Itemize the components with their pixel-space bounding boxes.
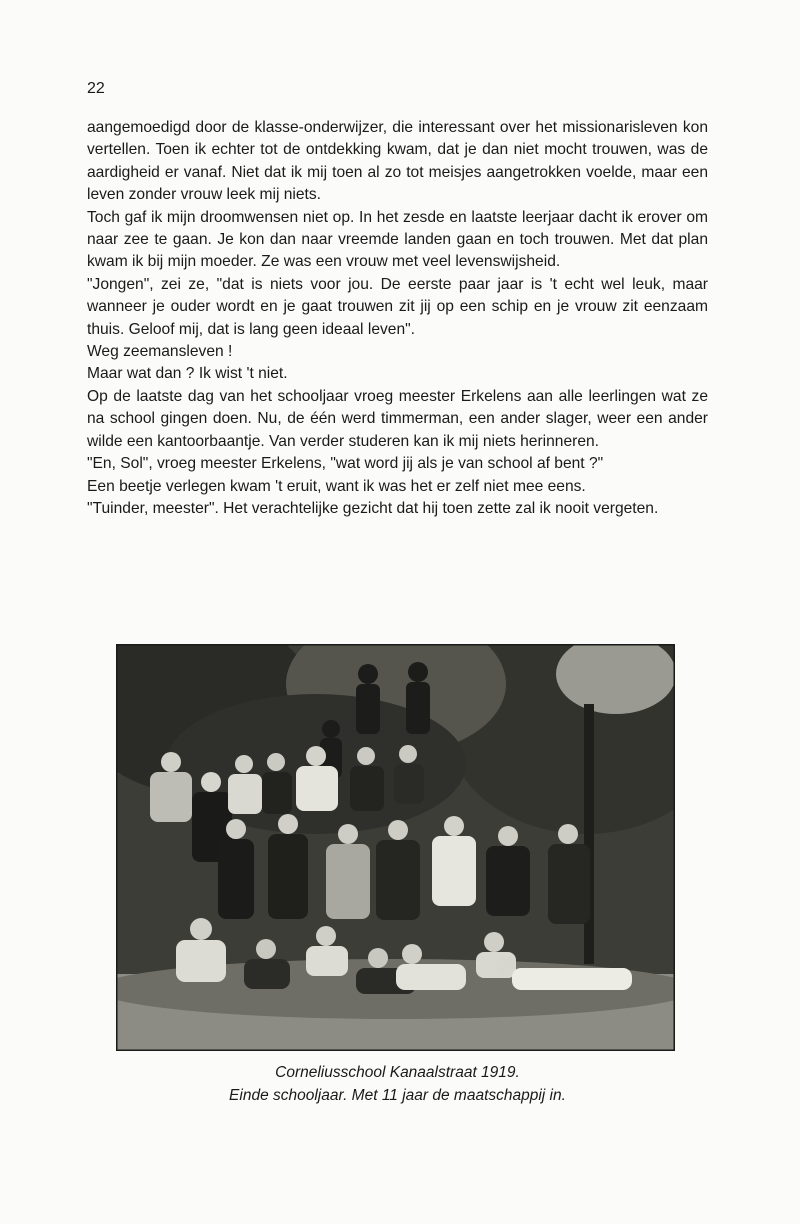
paragraph: aangemoedigd door de klasse-onderwijzer, die interessant over het missionarisleven kon vertellen. Toen ik echter tot de ontdekking kwam, dat je dan niet mocht trouwen, was de aardigheid er vanaf. Niet dat ik mij toen al zo tot meisjes aangetrokken voelde, maar een leven zonder vrouw leek mij niets. bbox=[87, 119, 708, 204]
paragraph: Weg zeemansleven ! bbox=[87, 343, 233, 361]
class-photo bbox=[116, 644, 675, 1051]
paragraph: "Tuinder, meester". Het verachtelijke gezicht dat hij toen zette zal ik nooit vergeten. bbox=[87, 499, 659, 517]
body-text bbox=[87, 117, 708, 520]
paragraph: Een beetje verlegen kwam 't eruit, want ik was het er zelf niet mee eens. bbox=[87, 477, 586, 495]
paragraph: "Jongen", zei ze, "dat is niets voor jou. De eerste paar jaar is 't echt wel leuk, maar wanneer je ouder wordt en je gaat trouwen zit jij op een schip en je vrouw zit eenzaam thuis. Geloof mij, dat is lang geen ideaal leven". bbox=[87, 275, 708, 338]
paragraph: "En, Sol", vroeg meester Erkelens, "wat word jij als je van school af bent ?" bbox=[87, 455, 604, 473]
paragraph: Toch gaf ik mijn droomwensen niet op. In het zesde en laatste leerjaar dacht ik erover om naar zee te gaan. Je kon dan naar vreemde landen gaan en toch trouwen. Met dat plan kwam ik bij mijn moeder. Ze was een vrouw met veel levenswijsheid. bbox=[87, 208, 708, 271]
paragraph: Op de laatste dag van het schooljaar vroeg meester Erkelens aan alle leerlingen wat ze na school gingen doen. Nu, de één werd timmerman, een ander slager, weer een ander wilde een kantoorbaantje. Van verder studeren kan ik mij niets herinneren. bbox=[87, 387, 708, 450]
caption-line-1: Corneliusschool Kanaalstraat 1919. bbox=[275, 1064, 520, 1081]
photo-caption bbox=[87, 1061, 708, 1107]
page-number: 22 bbox=[87, 80, 105, 97]
class-photo-illustration bbox=[116, 644, 675, 1051]
caption-line-2: Einde schooljaar. Met 11 jaar de maatschappij in. bbox=[229, 1087, 566, 1104]
paragraph: Maar wat dan ? Ik wist 't niet. bbox=[87, 365, 288, 383]
